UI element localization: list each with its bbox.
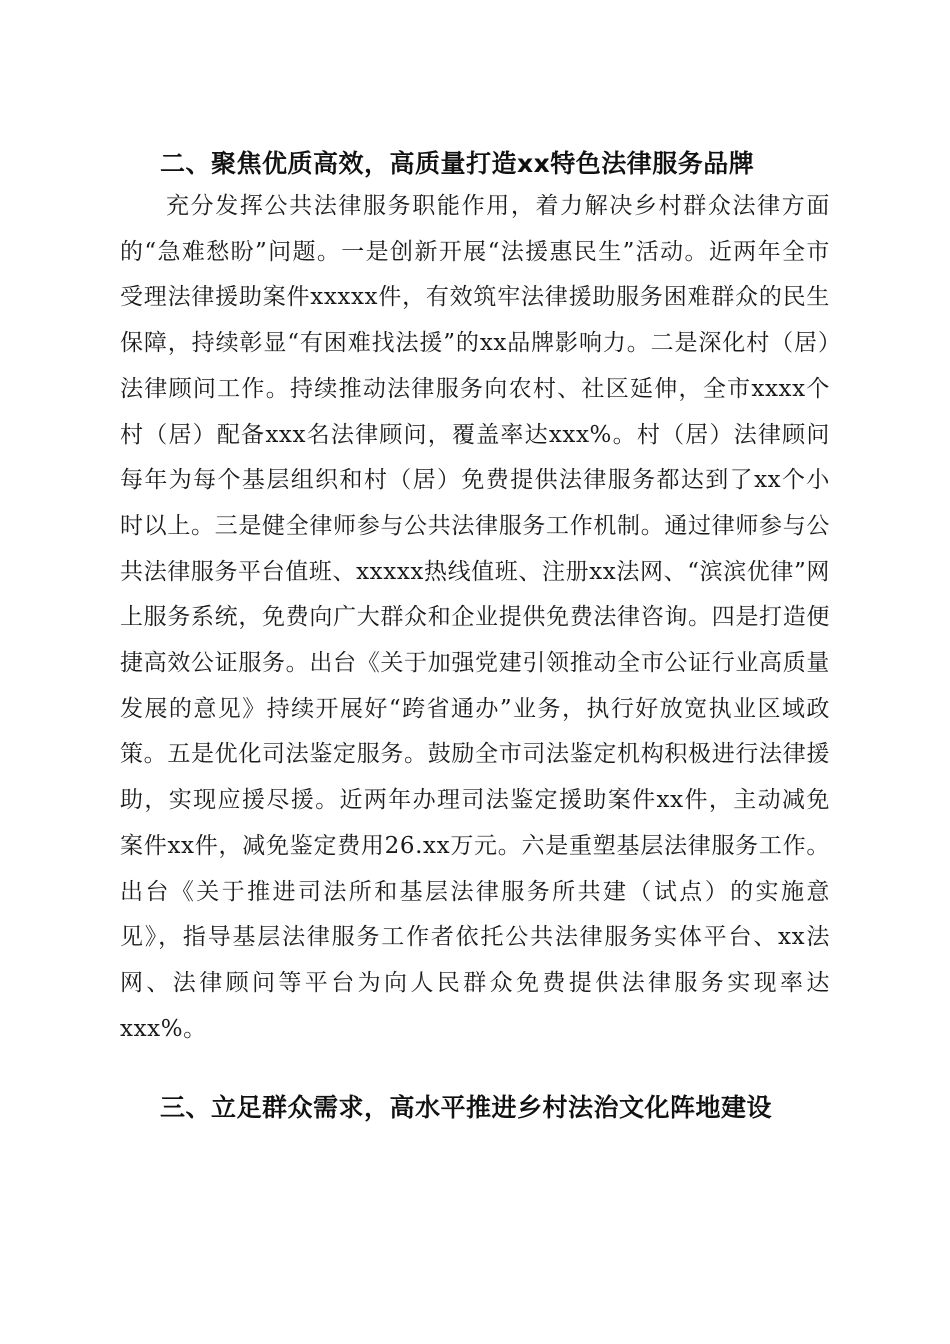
- section-two-heading: 二、聚焦优质高效，高质量打造xx特色法律服务品牌: [160, 149, 755, 178]
- section-three-heading: 三、立足群众需求，高水平推进乡村法治文化阵地建设: [160, 1093, 773, 1122]
- section-two-paragraph: 充分发挥公共法律服务职能作用，着力解决乡村群众法律方面的“急难愁盼”问题。一是创新开展“法援惠民生”活动。近两年全市受理法律援助案件xxxxx件，有效筑牢法律援助服务困难群众的民生保障，持续彰显“有困难找法援”的xx品牌影响力。二是深化村（居）法律顾问工作。持续推动法律服务向农村、社区延伸，全市xxxx个村（居）配备xxx名法律顾问，覆盖率达xxx%。村（居）法律顾问每年为每个基层组织和村（居）免费提供法律服务都达到了xx个小时以上。三是健全律师参与公共法律服务工作机制。通过律师参与公共法律服务平台值班、xxxxx热线值班、注册xx法网、“滨滨优律”网上服务系统，免费向广大群众和企业提供免费法律咨询。四是打造便捷高效公证服务。出台《关于加强党建引领推动全市公证行业高质量发展的意见》持续开展好“跨省通办”业务，执行好放宽执业区域政策。五是优化司法鉴定服务。鼓励全市司法鉴定机构积极进行法律援助，实现应援尽援。近两年办理司法鉴定援助案件xx件，主动减免案件xx件，减免鉴定费用26.xx万元。六是重塑基层法律服务工作。出台《关于推进司法所和基层法律服务所共建（试点）的实施意见》，指导基层法律服务工作者依托公共法律服务实体平台、xx法网、法律顾问等平台为向人民群众免费提供法律服务实现率达xxx%。: [120, 193, 830, 1042]
